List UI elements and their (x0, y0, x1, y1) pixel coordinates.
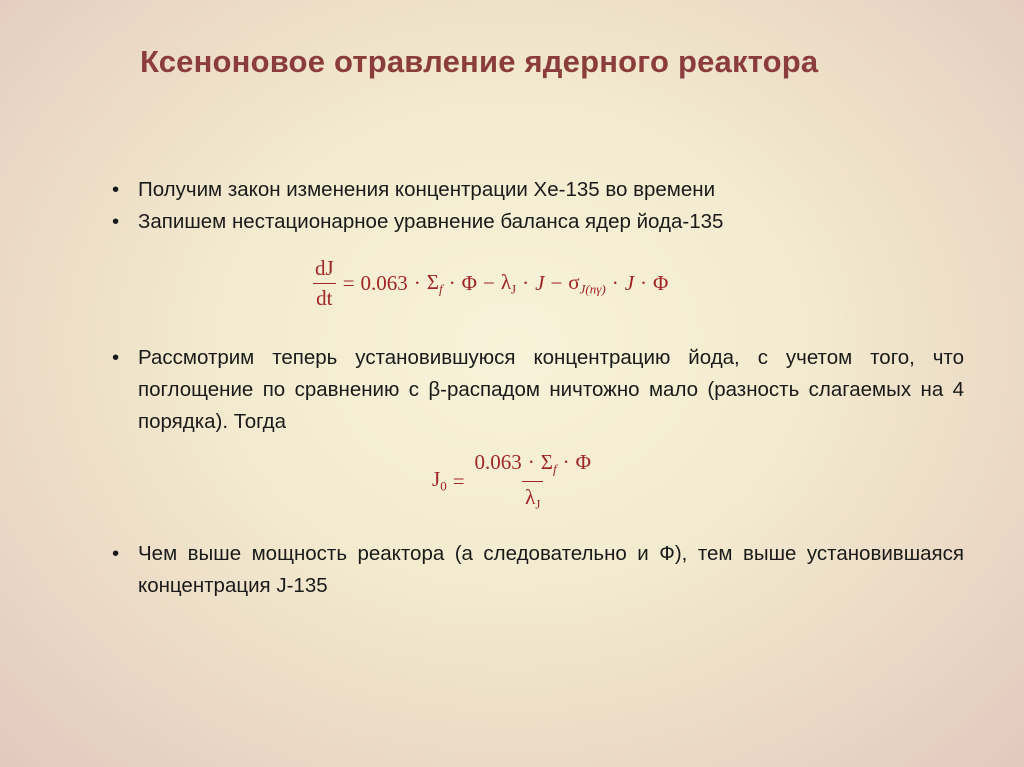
derivative-fraction (312, 256, 337, 311)
minus-sign: − (550, 271, 563, 295)
steady-state-symbol: $J_0$ (432, 467, 447, 494)
dot-operator: · (448, 271, 456, 295)
iodine-concentration-symbol: J (535, 271, 545, 295)
dot-operator: · (640, 271, 648, 295)
fraction-numerator: dJ (315, 256, 334, 280)
bullet-text: Рассмотрим теперь установившуюся концентрацию йода, с учетом того, что поглощение по сравнению с β-распадом ничтожно мало (разность слагаемых на 4 порядка). Тогда (138, 346, 964, 433)
fraction-denominator: $\lambda_J$ (522, 481, 543, 513)
bullet-item (112, 342, 964, 438)
dot-operator: · (611, 271, 619, 295)
phi-symbol: Φ (653, 271, 669, 295)
steady-state-fraction (471, 450, 595, 512)
sigma-symbol: $\Sigma_f$ (426, 269, 443, 297)
phi-symbol: Φ (461, 271, 477, 295)
bullet-item (112, 538, 964, 602)
bullet-text: Получим закон изменения концентрации Хе-135 во времени (138, 178, 716, 201)
bullet-text: Чем выше мощность реактора (а следовательно и Ф), тем выше установившаяся концентрация J-135 (138, 542, 964, 597)
iodine-balance-equation (312, 256, 668, 311)
lambda-symbol: $\lambda_J$ (500, 269, 517, 297)
dot-operator: · (413, 271, 421, 295)
absorption-cross-section-symbol: $\sigma_{J(n\gamma)}$ (568, 269, 606, 297)
iodine-concentration-symbol: J (624, 271, 635, 295)
coefficient: 0.063 (360, 271, 408, 295)
bullet-marker: • (112, 210, 120, 233)
dot-operator: · (522, 271, 530, 295)
steady-state-iodine-equation (432, 450, 595, 512)
fraction-denominator: dt (313, 283, 335, 311)
equals-sign: = (452, 468, 465, 493)
bullet-marker: • (112, 346, 120, 369)
equals-sign: = (342, 271, 355, 295)
bullet-marker: • (112, 542, 120, 565)
bullet-item (112, 174, 964, 206)
slide-title: Ксеноновое отравление ядерного реактора (140, 44, 819, 79)
fraction-numerator: $0.063 \cdot \Sigma_f \cdot \Phi$ (474, 450, 592, 477)
bullet-marker: • (112, 178, 120, 201)
bullet-item (112, 206, 964, 238)
bullet-text: Запишем нестационарное уравнение баланса ядер йода-135 (138, 210, 724, 233)
minus-sign: − (483, 271, 495, 295)
